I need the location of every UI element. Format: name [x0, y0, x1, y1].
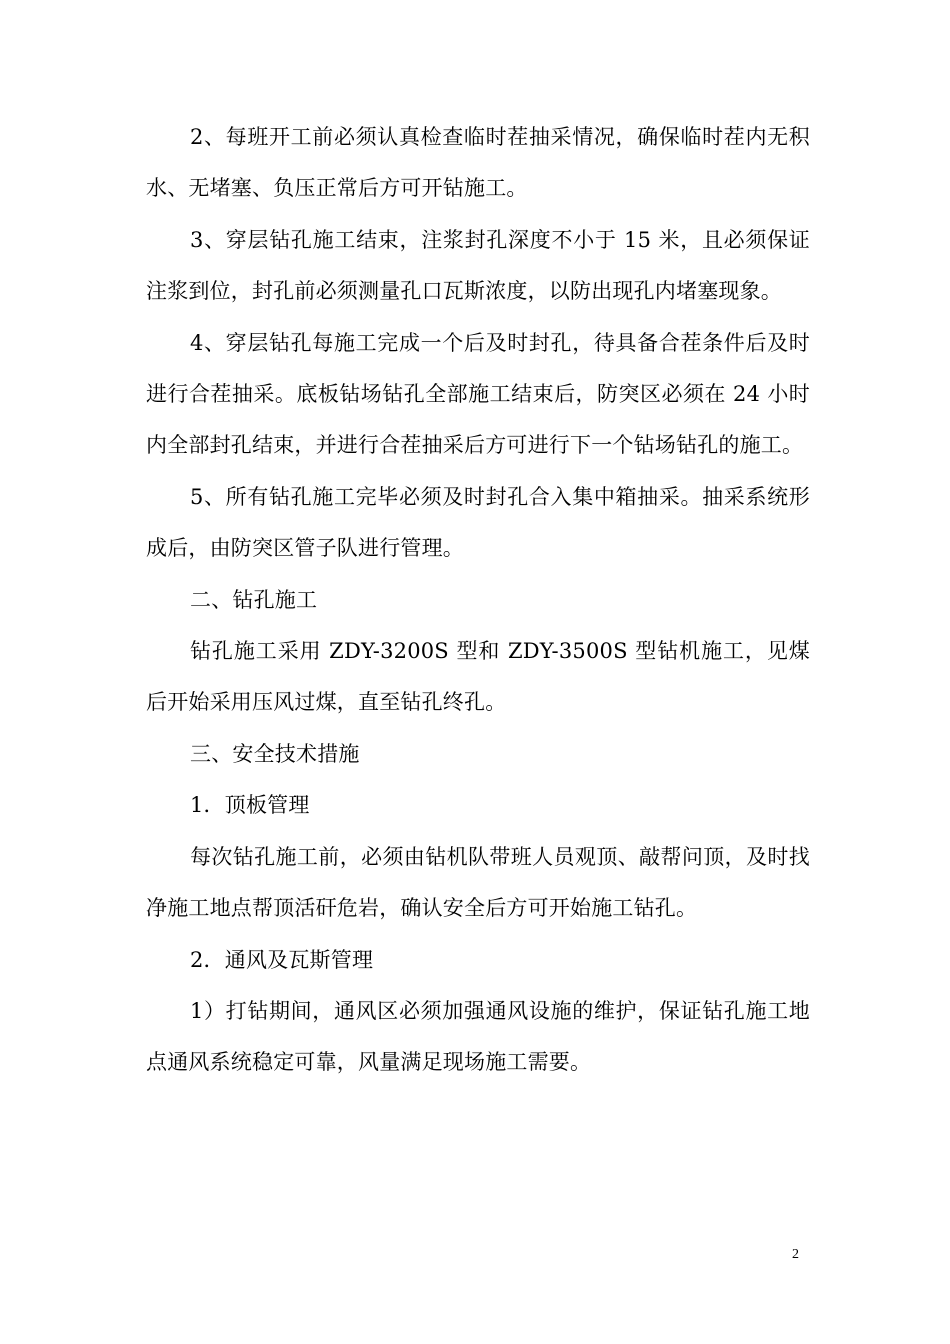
paragraph: 4、穿层钻孔每施工完成一个后及时封孔，待具备合茬条件后及时进行合茬抽采。底板钻场钻孔全部施工结束后，防突区必须在 24 小时内全部封孔结束，并进行合茬抽采后方可进行下一个钻场钻孔的施工。 — [146, 330, 810, 458]
paragraph: 1）打钻期间，通风区必须加强通风设施的维护，保证钻孔施工地点通风系统稳定可靠，风量满足现场施工需要。 — [146, 998, 810, 1075]
paragraph: 3、穿层钻孔施工结束，注浆封孔深度不小于 15 米，且必须保证注浆到位，封孔前必须测量孔口瓦斯浓度，以防出现孔内堵塞现象。 — [146, 227, 810, 304]
subsection-heading: 1．顶板管理 — [190, 793, 310, 818]
paragraph: 钻孔施工采用 ZDY-3200S 型和 ZDY-3500S 型钻机施工，见煤后开始采用压风过煤，直至钻孔终孔。 — [146, 639, 810, 715]
paragraph: 5、所有钻孔施工完毕必须及时封孔合入集中箱抽采。抽采系统形成后，由防突区管子队进行管理。 — [146, 484, 810, 561]
paragraph: 2、每班开工前必须认真检查临时茬抽采情况，确保临时茬内无积水、无堵塞、负压正常后方可开钻施工。 — [146, 125, 810, 201]
subsection-heading: 2．通风及瓦斯管理 — [190, 947, 374, 972]
section-heading: 三、安全技术措施 — [190, 741, 360, 766]
section-heading: 二、钻孔施工 — [190, 587, 318, 612]
document-body — [146, 112, 810, 1089]
paragraph: 每次钻孔施工前，必须由钻机队带班人员观顶、敲帮问顶，及时找净施工地点帮顶活矸危岩，确认安全后方可开始施工钻孔。 — [146, 844, 810, 921]
page-number: 2 — [792, 1247, 799, 1262]
